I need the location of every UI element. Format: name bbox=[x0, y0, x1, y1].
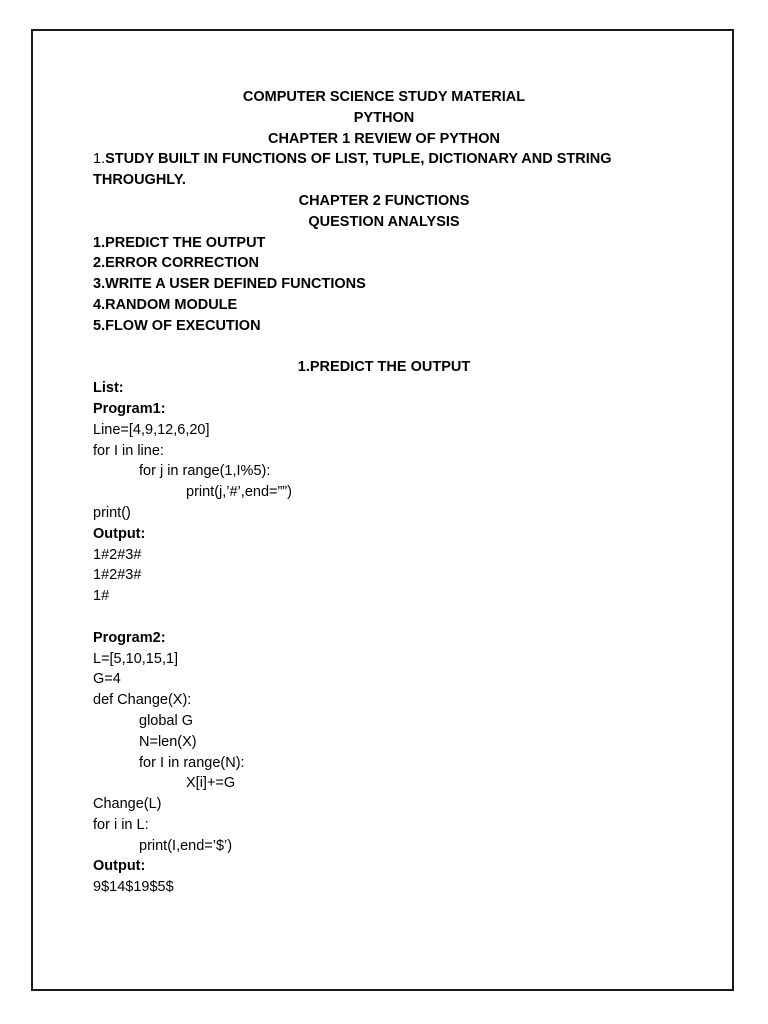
spacer bbox=[93, 337, 693, 358]
code-line: for i in L: bbox=[93, 816, 149, 833]
chapter2-heading: CHAPTER 2 FUNCTIONS bbox=[298, 192, 470, 209]
program2-output-label: Output: bbox=[93, 858, 146, 875]
code-line: for j in range(1,I%5): bbox=[139, 463, 271, 480]
code-line: X[i]+=G bbox=[186, 775, 236, 792]
question-type: 5.FLOW OF EXECUTION bbox=[93, 317, 261, 334]
code-line: Change(L) bbox=[93, 796, 162, 813]
question-type: 1.PREDICT THE OUTPUT bbox=[93, 234, 266, 251]
code-line: for I in range(N): bbox=[139, 754, 245, 771]
output-line: 9$14$19$5$ bbox=[93, 879, 174, 896]
code-line: for I in line: bbox=[93, 442, 164, 459]
chapter1-item bbox=[93, 149, 693, 170]
chapter1-heading: CHAPTER 1 REVIEW OF PYTHON bbox=[267, 130, 501, 147]
question-type: 2.ERROR CORRECTION bbox=[93, 255, 259, 272]
question-type: 3.WRITE A USER DEFINED FUNCTIONS bbox=[93, 276, 366, 293]
code-line: print(j,’#’,end=””) bbox=[186, 484, 292, 501]
question-type: 4.RANDOM MODULE bbox=[93, 296, 238, 313]
chapter1-item-text: STUDY BUILT IN FUNCTIONS OF LIST, TUPLE, DICTIONARY AND STRING bbox=[105, 151, 612, 168]
code-line: global G bbox=[139, 712, 194, 729]
doc-subject: PYTHON bbox=[353, 109, 415, 126]
section-heading: 1.PREDICT THE OUTPUT bbox=[297, 359, 471, 376]
code-line: print() bbox=[93, 504, 131, 521]
list-label: List: bbox=[93, 380, 124, 397]
code-line: G=4 bbox=[93, 671, 121, 688]
program2-label: Program2: bbox=[93, 629, 166, 646]
code-line: L=[5,10,15,1] bbox=[93, 650, 179, 667]
code-line: print(I,end=’$’) bbox=[139, 837, 233, 854]
doc-title: COMPUTER SCIENCE STUDY MATERIAL bbox=[242, 89, 526, 105]
program1-output-label: Output: bbox=[93, 525, 146, 542]
program1-label: Program1: bbox=[93, 400, 166, 417]
output-line: 1#2#3# bbox=[93, 567, 142, 584]
output-line: 1# bbox=[93, 588, 110, 605]
output-line: 1#2#3# bbox=[93, 546, 142, 563]
chapter1-item-continued: THROUGHLY. bbox=[93, 172, 186, 189]
code-line: Line=[4,9,12,6,20] bbox=[93, 421, 210, 438]
chapter1-item-number: 1. bbox=[93, 151, 106, 168]
question-analysis-heading: QUESTION ANALYSIS bbox=[308, 213, 460, 230]
code-line: N=len(X) bbox=[139, 733, 197, 750]
code-line: def Change(X): bbox=[93, 692, 192, 709]
document-content bbox=[93, 87, 693, 898]
spacer bbox=[93, 607, 693, 628]
